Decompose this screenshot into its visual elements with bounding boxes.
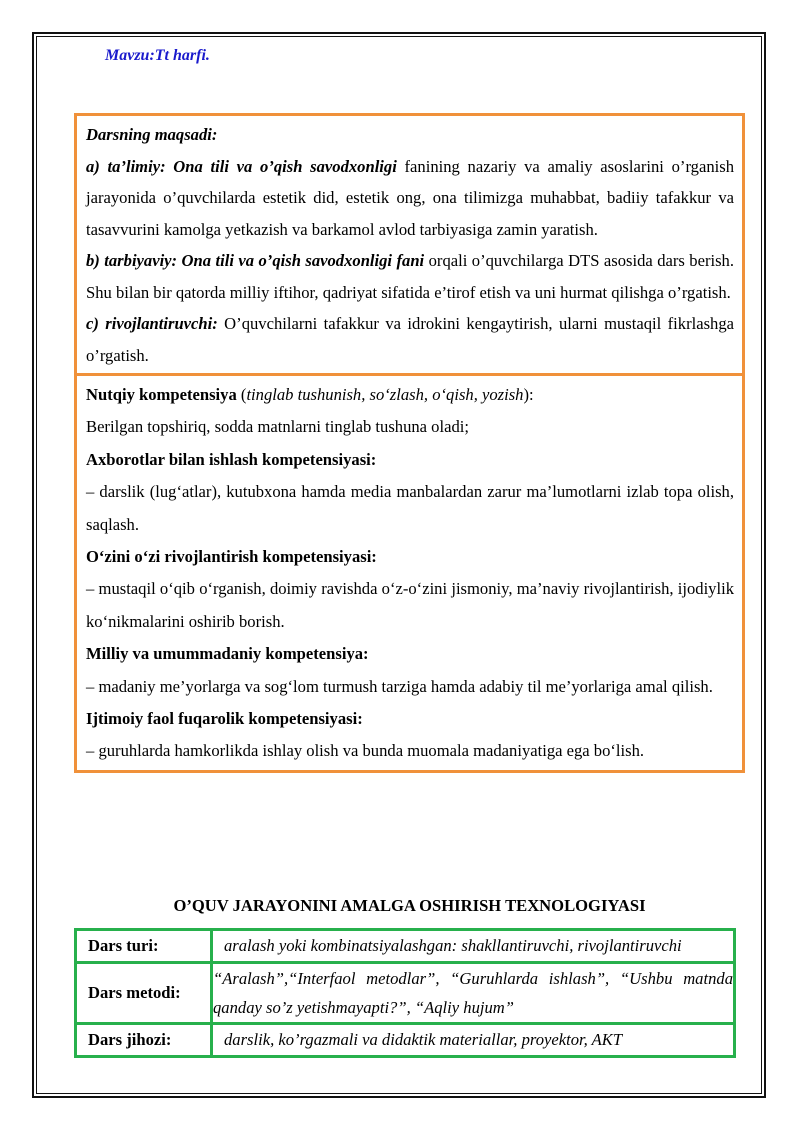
technology-heading: O’QUV JARAYONINI AMALGA OSHIRISH TEXNOLOGIYASI (173, 896, 646, 915)
goals-heading: Darsning maqsadi: (86, 125, 218, 144)
lesson-equipment-value: darslik, ko’rgazmali va didaktik materiallar, proyektor, AKT (212, 1024, 735, 1057)
info-competency-text: – darslik (lug‘atlar), kutubxona hamda media manbalardan zarur ma’lumotlarni izlab topa olish, saqlash. (86, 482, 734, 534)
competencies-cell (77, 373, 742, 770)
lesson-goals-cell (77, 116, 742, 373)
goal-b: b) tarbiyaviy: Ona tili va o’qish savodxonligi fani orqali o’quvchilarga DTS asosida dars berish. Shu bilan bir qatorda milliy iftihor, qadriyat sifatida e’tirof etish va uni hurmat qilishga o’rgatish. (86, 251, 734, 302)
self-competency-text: – mustaqil o‘qib o‘rganish, doimiy ravishda o‘z-o‘zini jismoniy, ma’naviy rivojlantirish, ijodiylik ko‘nikmalarini oshirib borish. (86, 579, 734, 631)
self-competency-title: O‘zini o‘zi rivojlantirish kompetensiyasi: (86, 547, 377, 567)
lesson-method-label: Dars metodi: (76, 963, 212, 1024)
technology-table (74, 928, 736, 1058)
table-row (76, 1024, 735, 1057)
topic-title: Mavzu:Tt harfi. (105, 47, 210, 64)
culture-competency-title: Milliy va umummadaniy kompetensiya: (86, 644, 369, 664)
speech-text: Berilgan topshiriq, sodda matnlarni tinglab tushuna oladi; (86, 417, 469, 437)
table-row (76, 930, 735, 963)
goals-competencies-table (74, 113, 745, 773)
culture-competency-text: – madaniy me’yorlarga va sog‘lom turmush tarziga hamda adabiy til me’yorlariga amal qilish. (86, 676, 713, 696)
table-row (76, 963, 735, 1024)
lesson-type-value: aralash yoki kombinatsiyalashgan: shakllantiruvchi, rivojlantiruvchi (212, 930, 735, 963)
speech-competency: Nutqiy kompetensiya (tinglab tushunish, so‘zlash, o‘qish, yozish): (86, 385, 534, 404)
lesson-method-value: “Aralash”,“Interfaol metodlar”, “Guruhlarda ishlash”, “Ushbu matnda qanday so’z yetishmayapti?”, “Aqliy hujum” (212, 963, 735, 1024)
civic-competency-title: Ijtimoiy faol fuqarolik kompetensiyasi: (86, 709, 363, 729)
lesson-equipment-label: Dars jihozi: (76, 1024, 212, 1057)
info-competency-title: Axborotlar bilan ishlash kompetensiyasi: (86, 449, 377, 469)
lesson-type-label: Dars turi: (76, 930, 212, 963)
goal-c: c) rivojlantiruvchi: O’quvchilarni tafakkur va idrokini kengaytirish, ularni mustaqil fikrlashga o’rgatish. (86, 314, 734, 365)
civic-competency-text: – guruhlarda hamkorlikda ishlay olish va bunda muomala madaniyatiga ega bo‘lish. (86, 741, 645, 761)
goal-a: a) ta’limiy: Ona tili va o’qish savodxonligi fanining nazariy va amaliy asoslarini o’rganish jarayonida o’quvchilarda estetik did, estetik ong, ona tilimizga muhabbat, badiiy tafakkur va tasavvurini kamolga yetkazish va barkamol avlod tarbiyasiga zamin yaratish. (86, 156, 734, 239)
